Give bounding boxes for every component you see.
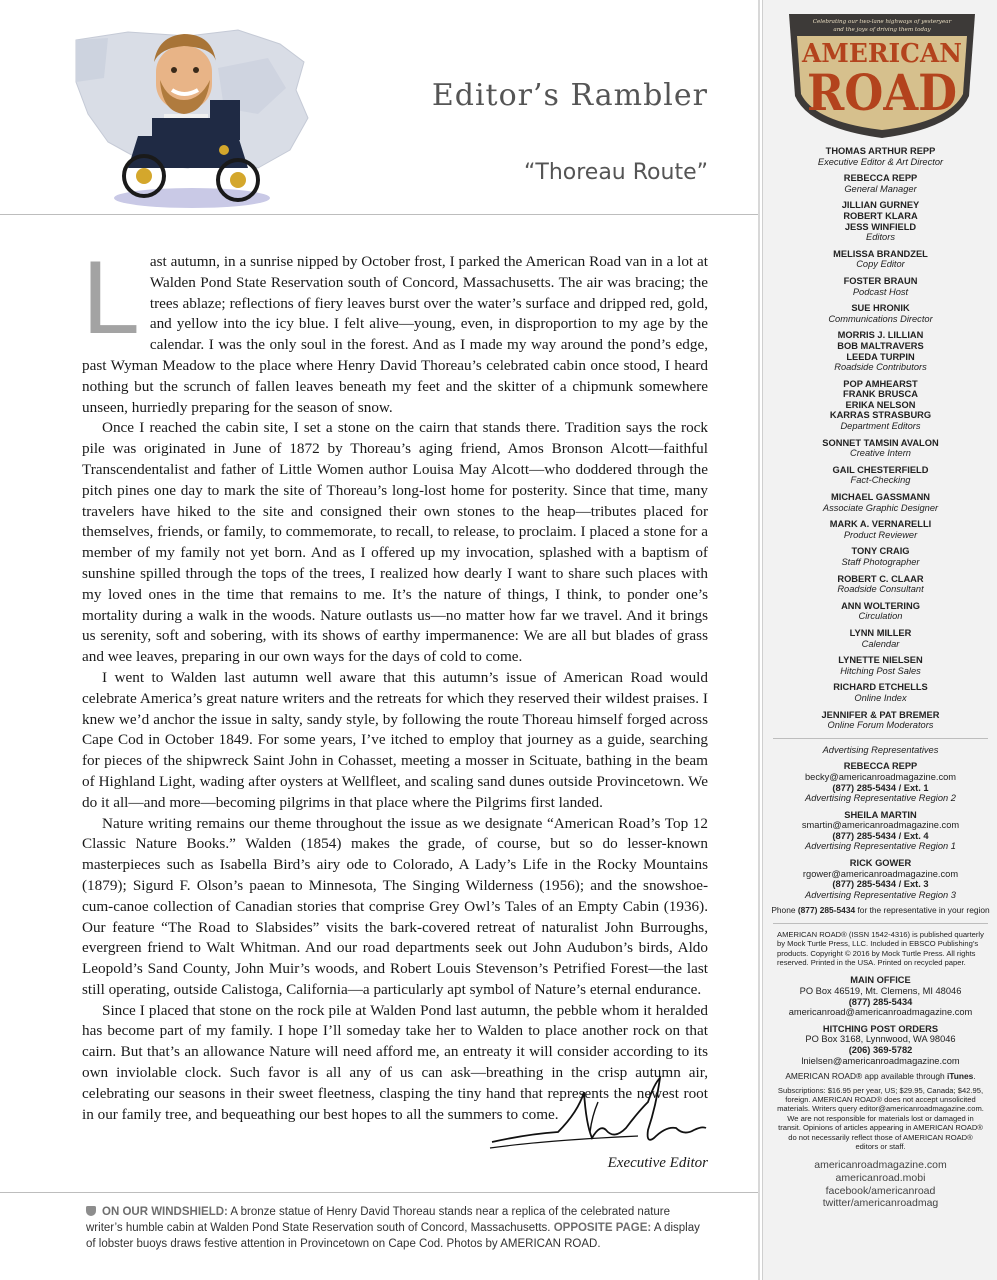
article-body (82, 240, 708, 1125)
staff-name: GAIL CHESTERFIELD (832, 464, 929, 475)
staff-name: TONY CRAIG (851, 546, 910, 557)
staff-name: ERIKA NELSON (845, 399, 916, 410)
staff-role: Fact-Checking (850, 475, 911, 486)
staff-role: Roadside Consultant (837, 584, 924, 595)
american-road-logo (785, 10, 979, 142)
staff-role: Staff Photographer (841, 557, 920, 567)
staff-name: ROBERT KLARA (843, 210, 918, 221)
shield-icon (86, 1206, 96, 1216)
article-paragraph-3: I went to Walden last autumn well aware that this autumn’s issue of American Road would celebrate America’s great nature writers and the retreats for which they reserved their wildest praises. I knew we’d anchor the issue in salty, sandy style, by following the route Thoreau himself forged across Cape Cod in October 1849. For some years, I’ve itched to employ that journey as a guide, searching for pieces of the shipwreck Saint John in Cohasset, meeting a mosser in Scituate, bathing in the beam of Highland Light, wading after oysters at Wellfleet, and scaling sand dunes outside Provincetown. We do it all—and more—becoming pilgrims in that place where the Pilgrims first landed. (82, 668, 708, 811)
staff-entry (763, 574, 997, 595)
staff-entry (763, 492, 997, 513)
ad-rep-name: RICK GOWER (849, 858, 912, 869)
ad-rep-entry (763, 761, 997, 803)
staff-role: Creative Intern (850, 448, 911, 459)
main-office: MAIN OFFICE PO Box 46519, Mt. Clemens, MI 48046 (877) 285-5434 americanroad@americanroadmagazine.com (788, 975, 973, 1018)
staff-role: Associate Graphic Designer (822, 502, 939, 513)
advertising-phone-note: Phone (877) 285-5434 for the representative in your region (771, 905, 990, 916)
app-availability: AMERICAN ROAD® app available through iTunes. (785, 1071, 976, 1082)
staff-entry (763, 519, 997, 540)
staff-name: MARK A. VERNARELLI (829, 519, 932, 530)
staff-entry (763, 682, 997, 703)
article-paragraph-4: Nature writing remains our theme throughout the issue as we designate “American Road’s Top 12 Classic Nature Books.” Walden (1854) makes the grade, of course, but so do lesser-known masterpieces such as Isabella Bird’s airy ode to Colorado, A Lady’s Life in the Rocky Mountains (1879); Sigurd F. Olson’s paean to Minnesota, The Singing Wilderness (1956); and the snowshoe-cum-canoe collection of Canadian stories that comprise Grey Owl’s Tales of an Empty Cabin (1936). Our feature “The Road to Slabsides” visits the bark-covered retreat of naturalist John Burroughs, evergreen friend to Walt Whitman. And our road departments seek out John Audubon’s birds, Aldo Leopold’s Sand County, John Muir’s woods, and Robert Louis Stevenson’s Petrified Forest—the last still operating, outside Calistoga, California—a particularly apt symbol of Nature’s eternal endurance. (82, 814, 708, 998)
subscription-fine-print: Subscriptions: $16.95 per year, US; $29.95, Canada; $42.95, foreign. AMERICAN ROAD® does not accept unsolicited materials. Writers query editor@americanroadmagazine.com. We are not responsible for materials lost or damaged in transit. Opinions of articles appearing in AMERICAN ROAD® do not necessarily reflect those of AMERICAN ROAD® editors or staff. (777, 1085, 984, 1152)
staff-name: JILLIAN GURNEY (841, 200, 920, 211)
staff-role: Copy Editor (856, 259, 905, 270)
article-paragraph-5: Since I placed that stone on the rock pile at Walden Pond last autumn, the pebble whom it heralded has become part of my family. I hope I’ll someday take her to Walden to place another rock on that cairn. But that’s an allowance Nature will need afford me, an entreaty it will consider according to its own inviolable clock. Such favor is all any of us can ask—breathing in the crisp autumn air, celebrating our seasons in their sweet fleetness, clasping the tiny hand that represents the newest root in our family tree, and bequeathing our best hopes to all the summers to come. (82, 1001, 708, 1123)
staff-entry (763, 465, 997, 486)
staff-role: Department Editors (840, 421, 921, 432)
staff-role: General Manager (844, 183, 917, 194)
staff-name: JENNIFER & PAT BREMER (821, 709, 940, 720)
staff-entry (763, 438, 997, 459)
ad-rep-region: Advertising Representative Region 1 (805, 841, 956, 852)
svg-text:Celebrating our two-lane highw: Celebrating our two-lane highways of yesteryear (812, 19, 952, 25)
staff-name: BOB MALTRAVERS (837, 340, 924, 351)
ad-rep-entry (763, 810, 997, 852)
staff-entry (763, 628, 997, 649)
ad-rep-email[interactable]: rgower@americanroadmagazine.com (802, 868, 959, 879)
staff-entry (763, 173, 997, 194)
article-paragraph-1: Last autumn, in a sunrise nipped by October frost, I parked the American Road van in a lot at Walden Pond State Reservation south of Concord, Massachusetts. The air was bracing; the trees ablaze; reflections of fiery leaves burst over the water’s surface and dripped red, gold, and yellow into the icy blue. I felt alive—young, even, in disproportion to my age by the calendar. I was the only soul in the forest. And as I made my way around the pond’s edge, past Wyman Meadow to the place where Henry David Thoreau’s celebrated cabin once stood, I heard nothing but the scrunch of fallen leaves beneath my feet and the skitter of a chipmunk somewhere unseen, hurriedly preparing for the season of snow. (82, 240, 708, 416)
web-links (763, 1159, 997, 1209)
ad-rep-email[interactable]: becky@americanroadmagazine.com (804, 771, 957, 782)
ad-rep-email[interactable]: smartin@americanroadmagazine.com (801, 820, 960, 831)
publisher-legal: AMERICAN ROAD® (ISSN 1542-4316) is published quarterly by Mock Turtle Press, LLC. Included in EBSCO Publishing’s products. Copyright © 2016 by Mock Turtle Press. All rights reserved. Printed in the USA. Printed on recycled paper. (777, 929, 984, 968)
staff-name: MELISSA BRANDZEL (833, 248, 928, 259)
staff-role: Editors (866, 232, 895, 243)
staff-name: THOMAS ARTHUR REPP (825, 146, 936, 156)
column-title: Editor’s Rambler (431, 78, 708, 113)
signoff-title: Executive Editor (607, 1155, 708, 1171)
staff-name: MICHAEL GASSMANN (831, 492, 930, 503)
ad-rep-phone: (877) 285-5434 / Ext. 4 (832, 830, 929, 841)
caption-divider (0, 1192, 758, 1193)
staff-entry (763, 303, 997, 324)
staff-name: MORRIS J. LILLIAN (837, 330, 924, 341)
web-link[interactable]: facebook/americanroad (825, 1184, 936, 1197)
drop-cap: L (82, 240, 140, 356)
staff-name: SONNET TAMSIN AVALON (822, 437, 939, 448)
staff-role: Executive Editor & Art Director (817, 156, 944, 167)
staff-role: Roadside Contributors (834, 362, 927, 373)
article-paragraph-2: Once I reached the cabin site, I set a stone on the cairn that stands there. Tradition says the rock pile was originated in June of 1872 by Thoreau’s aging friend, Amos Bronson Alcott—faithful Transcendentalist and father of Little Women author Louisa May Alcott—who doddered through the pitch pines one day to mark the site of Thoreau’s long-lost home for posterity. Since that time, many travelers have hiked to the site and consigned their own stones to the heap—tributes placed for themselves, friends, or family, to commemorate, to recall, to release, to proclaim. I placed a stone for a member of my family not yet born. And as I offered up my invocation, splashed with a baptism of sunshine spilled through the tops of the trees, I realized how dearly I want to share such places with my loved ones in the time that remains to me. It’s the nature of things, I think, to ponder one’s mortality during a walk in the woods. Nature outlasts us—no matter how far we travel. And it brings us serenity, soft and sobering, with its shows of earthy impermanence: We are all but blades of grass and wee leaves, preparing in our own ways for the days of cold to come. (82, 419, 708, 666)
staff-role: Online Index (854, 692, 907, 703)
staff-entry (763, 546, 997, 567)
staff-role: Hitching Post Sales (840, 665, 921, 676)
hitching-post-orders: HITCHING POST ORDERS PO Box 3168, Lynnwood, WA 98046 (206) 369-5782 lnielsen@americanroadmagazine.com (801, 1023, 960, 1066)
staff-entry (763, 146, 997, 167)
staff-name: REBECCA REPP (843, 173, 918, 184)
staff-entry (763, 249, 997, 270)
staff-role: Calendar (861, 638, 900, 649)
staff-name: JESS WINFIELD (844, 221, 917, 232)
staff-name: POP AMHEARST (843, 378, 918, 389)
staff-entry (763, 655, 997, 676)
staff-name: LEEDA TURPIN (846, 351, 915, 362)
ad-rep-entry (763, 858, 997, 900)
staff-name: SUE HRONIK (851, 303, 910, 314)
staff-entry (763, 710, 997, 731)
advertising-reps (763, 761, 997, 900)
editor-signature (488, 1072, 708, 1158)
masthead (763, 146, 997, 1210)
staff-name: RICHARD ETCHELLS (833, 682, 928, 693)
staff-role: Circulation (858, 611, 903, 622)
ad-rep-phone: (877) 285-5434 / Ext. 1 (832, 782, 929, 793)
sidebar-divider (773, 923, 988, 924)
ad-rep-name: SHEILA MARTIN (844, 809, 917, 820)
staff-name: ANN WOLTERING (841, 600, 920, 611)
staff-name: ROBERT C. CLAAR (837, 573, 924, 584)
sidebar-divider (773, 738, 988, 739)
staff-entry (763, 200, 997, 242)
ad-rep-name: REBECCA REPP (843, 761, 918, 772)
web-link[interactable]: americanroad.mobi (835, 1172, 926, 1185)
staff-entry (763, 330, 997, 372)
staff-entry (763, 379, 997, 432)
ad-rep-region: Advertising Representative Region 2 (805, 793, 956, 804)
staff-name: FOSTER BRAUN (843, 275, 918, 286)
staff-role: Communications Director (828, 313, 933, 324)
svg-text:and the joys of driving them t: and the joys of driving them today (833, 27, 931, 33)
staff-entry (763, 276, 997, 297)
ad-rep-phone: (877) 285-5434 / Ext. 3 (832, 879, 929, 890)
editor-caricature-illustration (68, 18, 318, 213)
svg-text:ROAD: ROAD (807, 63, 957, 122)
web-link[interactable]: americanroadmagazine.com (814, 1159, 947, 1172)
staff-role: Online Forum Moderators (827, 720, 934, 731)
ad-rep-region: Advertising Representative Region 3 (805, 889, 956, 900)
column-subtitle: “Thoreau Route” (523, 160, 708, 185)
masthead-sidebar (762, 0, 997, 1280)
staff-name: FRANK BRUSCA (843, 389, 918, 400)
staff-role: Product Reviewer (843, 529, 918, 540)
photo-caption: ON OUR WINDSHIELD: A bronze statue of Henry David Thoreau stands near a replica of the celebrated nature writer’s humble cabin at Walden Pond State Reservation south of Concord, Massachusetts. OPPOSITE PAGE: A display of lobster buoys draws festive attention in Provincetown on Cape Cod. Photos by AMERICAN ROAD. (86, 1206, 700, 1250)
web-link[interactable]: twitter/americanroadmag (822, 1197, 939, 1210)
header-divider (0, 214, 758, 215)
staff-name: KARRAS STRASBURG (829, 410, 932, 421)
column-divider (758, 0, 760, 1280)
staff-name: LYNETTE NIELSEN (838, 655, 923, 666)
svg-text:AMERICAN: AMERICAN (801, 39, 962, 69)
staff-name: LYNN MILLER (849, 627, 912, 638)
staff-entry (763, 601, 997, 622)
staff-role: Podcast Host (852, 286, 909, 297)
staff-list (763, 146, 997, 731)
advertising-section: Advertising Representatives (822, 744, 939, 755)
